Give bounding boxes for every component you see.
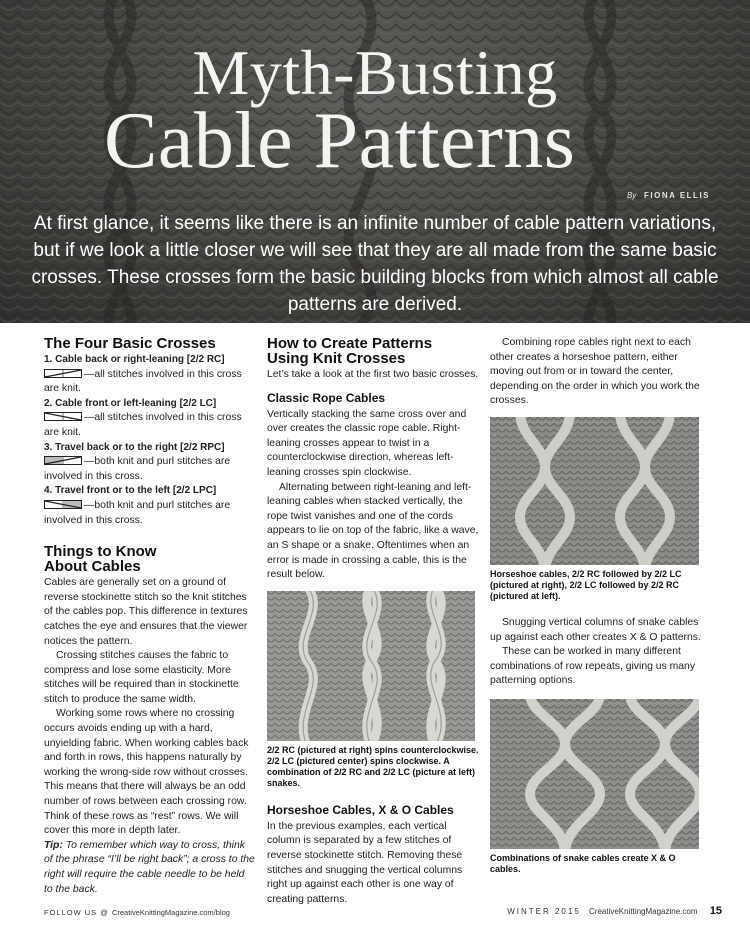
cross-label: 3. Travel back or to the right [2/2 RPC] (44, 441, 225, 453)
footer-follow-label: FOLLOW US @ (44, 908, 109, 917)
body-paragraph: In the previous examples, each vertical column is separated by a few stitches of reverse stockinette stitch. Removing these stitches and snugging the vertical columns right up against each other is one way of creating patterns. (267, 820, 463, 905)
cross-label: 4. Travel front or to the left [2/2 LPC] (44, 485, 217, 497)
footer-site-link[interactable]: CreativeKnittingMagazine.com (589, 907, 698, 916)
hero-banner (0, 0, 750, 323)
footer-blog-link[interactable]: CreativeKnittingMagazine.com/blog (111, 908, 230, 917)
section-heading-basic-crosses: The Four Basic Crosses (44, 335, 216, 352)
cross-item (44, 353, 255, 397)
cross-label: 1. Cable back or right-leaning [2/2 RC] (44, 354, 225, 365)
column-3 (490, 336, 704, 875)
body-paragraph: Alternating between right-leaning and left-leaning cables when stacked vertically, the rope twist vanishes and one of the cords appears to lie on top of the fabric, like a wave, an S shape or a snake. Oftentimes when an error is made in crossing a cable, this is the result below. (267, 481, 479, 581)
page-title-line2: Cable Patterns (104, 97, 576, 185)
body-paragraph: Working some rows where no crossing occurs avoids ending up with a hard, unyielding fabric. When working cables back and forth in rows, this happens naturally by working the wrong-side row without crosses. This means that there will always be an odd number of rows between each crossing row. Think of these rows as “rest” rows. We will cover this more in depth later. (44, 708, 249, 837)
intro-paragraph: At first glance, it seems like there is an infinite number of cable pattern variations, but if we look a little closer we will see that they are all made from the same basic crosses. These crosses form the basic building blocks from which almost all cable patterns are derived. (31, 213, 719, 315)
byline (627, 191, 710, 200)
column-2 (267, 336, 479, 907)
cross-item (44, 441, 255, 485)
subheading-horseshoe: Horseshoe Cables, X & O Cables (267, 802, 454, 817)
horseshoe-cables-photo (490, 417, 699, 565)
page-number: 15 (709, 905, 722, 917)
tip-label: Tip: (44, 839, 63, 851)
footer-season: WINTER 2015 (507, 907, 581, 916)
xo-cables-photo (490, 699, 699, 849)
body-paragraph: Let’s take a look at the first two basic crosses. (267, 369, 479, 380)
footer-issue (507, 905, 722, 917)
subheading-rope-cables: Classic Rope Cables (267, 390, 386, 405)
body-paragraph: These can be worked in many different combinations of row repeats, giving us many patterning options. (490, 646, 696, 687)
cross-desc: —both knit and purl stitches are involved in this cross. (44, 499, 231, 526)
photo-caption: Combinations of snake cables create X & O cables. (490, 852, 676, 874)
rope-cables-photo (267, 591, 475, 741)
cable-symbol-lpc-icon (44, 500, 82, 509)
cross-desc: —all stitches involved in this cross are knit. (44, 368, 242, 395)
body-paragraph: Snugging vertical columns of snake cables up against each other creates X & O patterns. (490, 616, 701, 643)
cable-symbol-lc-icon (44, 412, 82, 421)
cross-item (44, 397, 255, 441)
author-name: FIONA ELLIS (644, 191, 710, 200)
cable-symbol-rc-icon (44, 369, 82, 378)
body-paragraph: Vertically stacking the same cross over and over creates the classic rope cable. Right-leaning crosses appear to twist in a counterclockwise direction, whereas left-leaning crosses spin clockwise. (267, 408, 467, 478)
cross-desc: —both knit and purl stitches are involved in this cross. (44, 456, 231, 482)
page-title-line1: Myth-Busting (192, 37, 558, 108)
body-paragraph: Combining rope cables right next to each other creates a horseshoe pattern, either moving out from or in toward the center, depending on the order in which you work the crosses. (490, 337, 700, 407)
tip-paragraph (44, 839, 255, 897)
column-1 (44, 336, 255, 897)
photo-caption: 2/2 RC (pictured at right) spins counterclockwise. 2/2 LC (pictured center) spins clockwise. A combination of 2/2 RC and 2/2 LC (picture at left) snakes. (267, 744, 479, 788)
photo-caption: Horseshoe cables, 2/2 RC followed by 2/2 LC (pictured at right), 2/2 LC followed by 2/2 RC (pictured at left). (490, 568, 682, 601)
section-heading-create-patterns: How to Create Patterns Using Knit Crosses (267, 335, 433, 367)
section-heading-things-to-know: Things to Know About Cables (44, 543, 157, 576)
cross-label: 2. Cable front or left-leaning [2/2 LC] (44, 397, 217, 409)
footer-follow (44, 908, 230, 917)
tip-text: To remember which way to cross, think of the phrase “I’ll be right back”; a cross to the right will require the cable needle to be held to the back. (44, 839, 255, 895)
cross-desc: —all stitches involved in this cross are knit. (44, 412, 242, 438)
body-paragraph: Cables are generally set on a ground of reverse stockinette stitch so the knit stitches of the cables pop. This difference in textures catches the eye and ensures that the viewer notices the pattern. (44, 577, 248, 647)
cross-item (44, 484, 255, 528)
byline-prefix: By (626, 191, 637, 200)
body-paragraph: Crossing stitches causes the fabric to compress and lose some elasticity. More stitches will be required than in stockinette stitch to produce the same width. (44, 650, 239, 705)
cable-symbol-rpc-icon (44, 456, 82, 465)
